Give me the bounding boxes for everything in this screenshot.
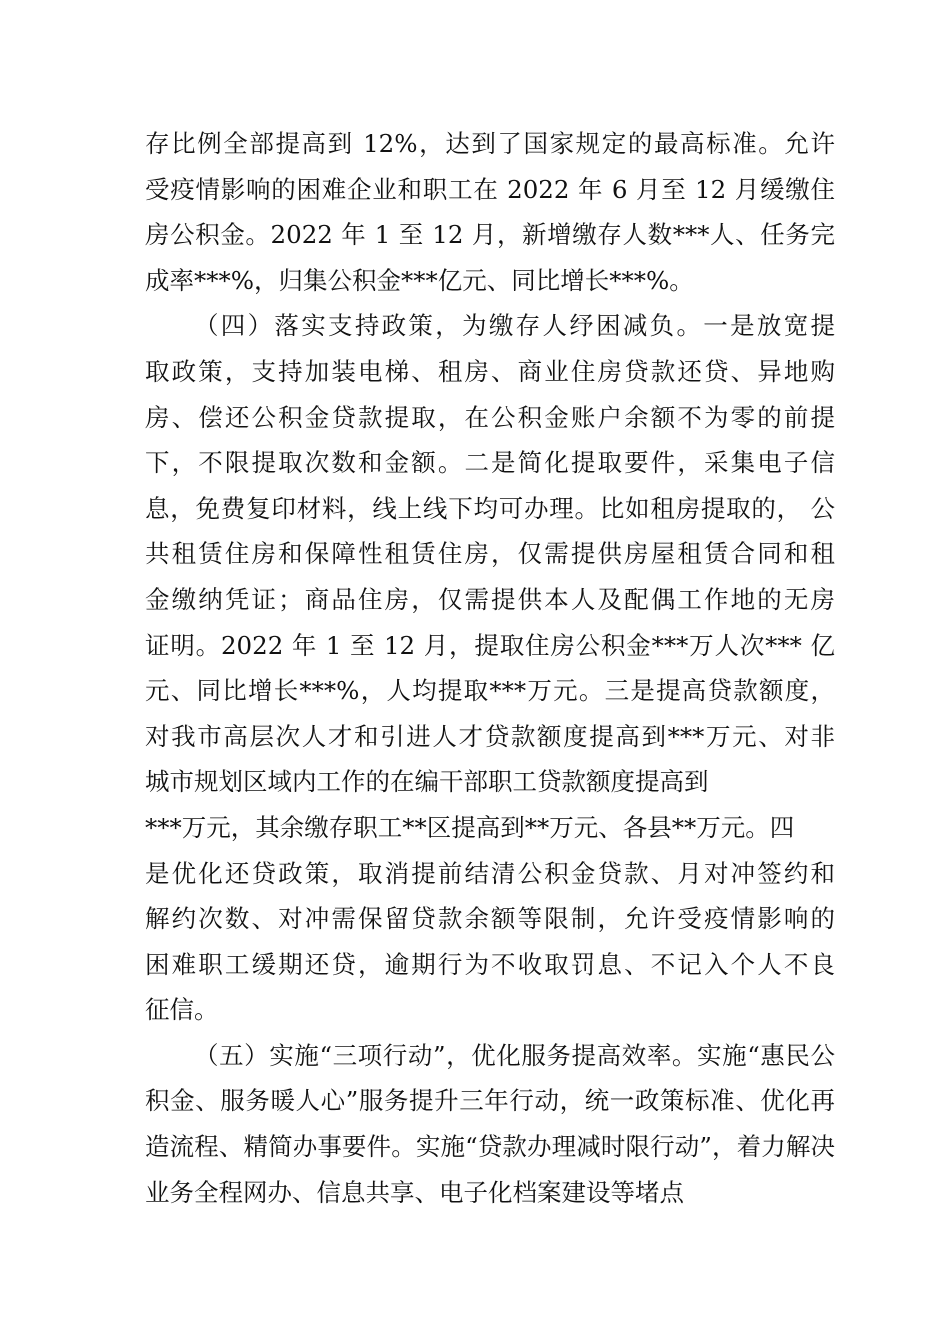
text-line: （五）实施“三项行动”，优化服务提高效率。实施“惠民公 bbox=[194, 1040, 835, 1070]
text-line: 存比例全部提高到 12%，达到了国家规定的最高标准。允许 bbox=[145, 129, 835, 158]
text-line: 元、同比增长***%，人均提取***万元。三是提高贷款额度， bbox=[145, 676, 835, 706]
text-line: 解约次数、对冲需保留贷款余额等限制，允许受疫情影响的 bbox=[145, 904, 835, 934]
text-line: 征信。 bbox=[145, 995, 219, 1025]
text-line: 证明。2022 年 1 至 12 月，提取住房公积金***万人次*** 亿 bbox=[145, 630, 835, 660]
text-line: 取政策，支持加装电梯、租房、商业住房贷款还贷、异地购 bbox=[145, 356, 835, 386]
text-line: 城市规划区域内工作的在编干部职工贷款额度提高到 bbox=[145, 767, 709, 797]
text-line: 房公积金。2022 年 1 至 12 月，新增缴存人数***人、任务完 bbox=[145, 220, 835, 250]
text-line: ***万元，其余缴存职工**区提高到**万元、各县**万元。四 bbox=[145, 812, 795, 842]
text-line: 对我市高层次人才和引进人才贷款额度提高到***万元、对非 bbox=[145, 721, 835, 751]
text-line: （四）落实支持政策，为缴存人纾困减负。一是放宽提 bbox=[194, 311, 835, 341]
text-line: 共租赁住房和保障性租赁住房，仅需提供房屋租赁合同和租 bbox=[145, 539, 835, 569]
text-line: 业务全程网办、信息共享、电子化档案建设等堵点 bbox=[145, 1177, 684, 1207]
text-line: 困难职工缓期还贷，逾期行为不收取罚息、不记入个人不良 bbox=[145, 949, 835, 979]
body-text bbox=[145, 121, 835, 1215]
text-line: 是优化还贷政策，取消提前结清公积金贷款、月对冲签约和 bbox=[145, 858, 835, 888]
text-line: 息，免费复印材料，线上线下均可办理。比如租房提取的， 公 bbox=[145, 493, 835, 523]
text-line: 金缴纳凭证；商品住房，仅需提供本人及配偶工作地的无房 bbox=[145, 584, 835, 614]
text-line: 受疫情影响的困难企业和职工在 2022 年 6 月至 12 月缓缴住 bbox=[145, 174, 835, 204]
text-line: 成率***%，归集公积金***亿元、同比增长***%。 bbox=[145, 265, 694, 295]
text-line: 积金、服务暖人心”服务提升三年行动，统一政策标准、优化再 bbox=[145, 1086, 835, 1116]
text-line: 造流程、精简办事要件。实施“贷款办理减时限行动”，着力解决 bbox=[145, 1132, 835, 1162]
text-line: 下，不限提取次数和金额。二是简化提取要件，采集电子信 bbox=[145, 448, 835, 478]
text-line: 房、偿还公积金贷款提取，在公积金账户余额不为零的前提 bbox=[145, 402, 835, 432]
